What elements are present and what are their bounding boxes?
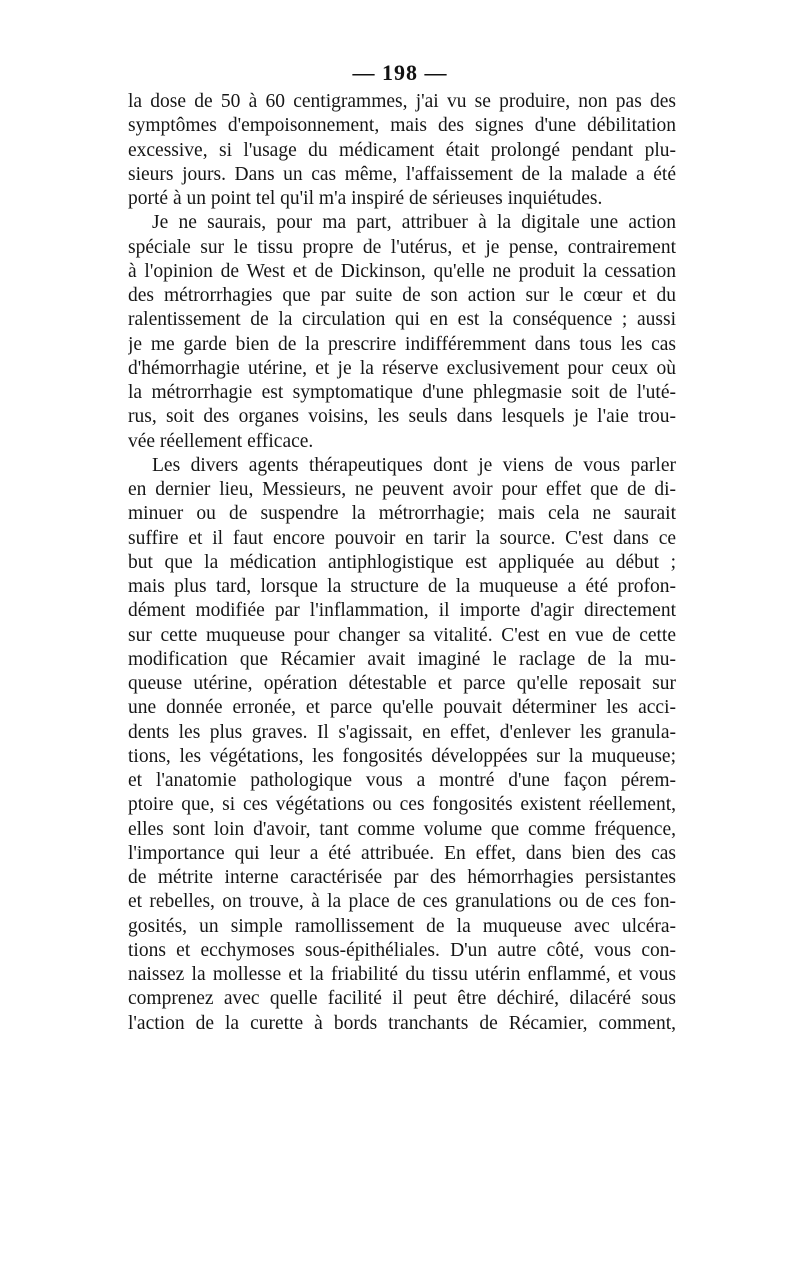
text-line: sieurs jours. Dans un cas même, l'affaissement de la malade a été xyxy=(128,163,676,185)
text-line: spéciale sur le tissu propre de l'utérus, et je pense, contrairement xyxy=(128,236,676,258)
text-line: et l'anatomie pathologique vous a montré d'une façon pérem- xyxy=(128,770,676,791)
text-line: et rebelles, on trouve, à la place de ces granulations ou de ces fon- xyxy=(128,891,676,913)
text-line: l'action de la curette à bords tranchants de Récamier, comment, xyxy=(128,1012,676,1034)
page-number: — 198 — xyxy=(352,60,448,85)
text-line: Les divers agents thérapeutiques dont je viens de vous parler xyxy=(152,454,676,476)
text-line: ralentissement de la circulation qui en est la conséquence ; aussi xyxy=(128,309,676,331)
text-line: gosités, un simple ramollissement de la muqueuse avec ulcéra- xyxy=(128,915,676,937)
text-line: ptoire que, si ces végétations ou ces fongosités existent réellement, xyxy=(128,794,676,816)
text-line: modification que Récamier avait imaginé le raclage de la mu- xyxy=(128,648,676,670)
text-line: queuse utérine, opération détestable et parce qu'elle reposait sur xyxy=(128,673,676,694)
text-line: d'hémorrhagie utérine, et je la réserve exclusivement pour ceux où xyxy=(128,357,676,379)
text-line: une donnée erronée, et parce qu'elle pouvait déterminer les acci- xyxy=(128,697,676,719)
text-line: excessive, si l'usage du médicament était prolongé pendant plu- xyxy=(128,139,676,161)
text-line: symptômes d'empoisonnement, mais des signes d'une débilitation xyxy=(128,115,676,137)
text-line: tions, les végétations, les fongosités développées sur la muqueuse; xyxy=(128,745,676,767)
text-line: tions et ecchymoses sous-épithéliales. D'un autre côté, vous con- xyxy=(128,939,676,961)
text-line: comprenez avec quelle facilité il peut être déchiré, dilacéré sous xyxy=(128,988,676,1010)
text-line: la dose de 50 à 60 centigrammes, j'ai vu se produire, non pas des xyxy=(128,91,676,112)
text-line: porté à un point tel qu'il m'a inspiré de sérieuses inquiétudes. xyxy=(128,188,603,209)
text-line: dément modifiée par l'inflammation, il importe d'agir directement xyxy=(128,600,676,622)
text-line: mais plus tard, lorsque la structure de la muqueuse a été profon- xyxy=(128,576,676,597)
text-line: je me garde bien de la prescrire indifféremment dans tous les cas xyxy=(128,333,676,355)
text-line: la métrorrhagie est symptomatique d'une phlegmasie soit de l'uté- xyxy=(128,382,676,403)
text-line: l'importance qui leur a été attribuée. En effet, dans bien des cas xyxy=(128,842,676,864)
text-line: dents les plus graves. Il s'agissait, en effet, d'enlever les granula- xyxy=(128,721,676,743)
text-line: elles sont loin d'avoir, tant comme volume que comme fréquence, xyxy=(128,818,676,840)
text-line: sur cette muqueuse pour changer sa vitalité. C'est en vue de cette xyxy=(128,624,676,646)
text-line: des métrorrhagies que par suite de son action sur le cœur et du xyxy=(128,285,676,306)
text-line: en dernier lieu, Messieurs, ne peuvent avoir pour effet que de di- xyxy=(128,479,676,500)
text-line: minuer ou de suspendre la métrorrhagie; mais cela ne saurait xyxy=(128,503,676,525)
text-line: suffire et il faut encore pouvoir en tarir la source. C'est dans ce xyxy=(128,527,676,549)
body-text xyxy=(128,90,676,1036)
text-line: de métrite interne caractérisée par des hémorrhagies persistantes xyxy=(128,867,676,888)
text-line: à l'opinion de West et de Dickinson, qu'elle ne produit la cessation xyxy=(128,260,676,282)
text-line: Je ne saurais, pour ma part, attribuer à la digitale une action xyxy=(152,212,676,234)
text-line: vée réellement efficace. xyxy=(128,430,314,452)
text-line: rus, soit des organes voisins, les seuls dans lesquels je l'aie trou- xyxy=(128,406,676,428)
text-line: naissez la mollesse et la friabilité du tissu utérin enflammé, et vous xyxy=(128,964,676,985)
text-line: but que la médication antiphlogistique est appliquée au début ; xyxy=(128,551,676,573)
